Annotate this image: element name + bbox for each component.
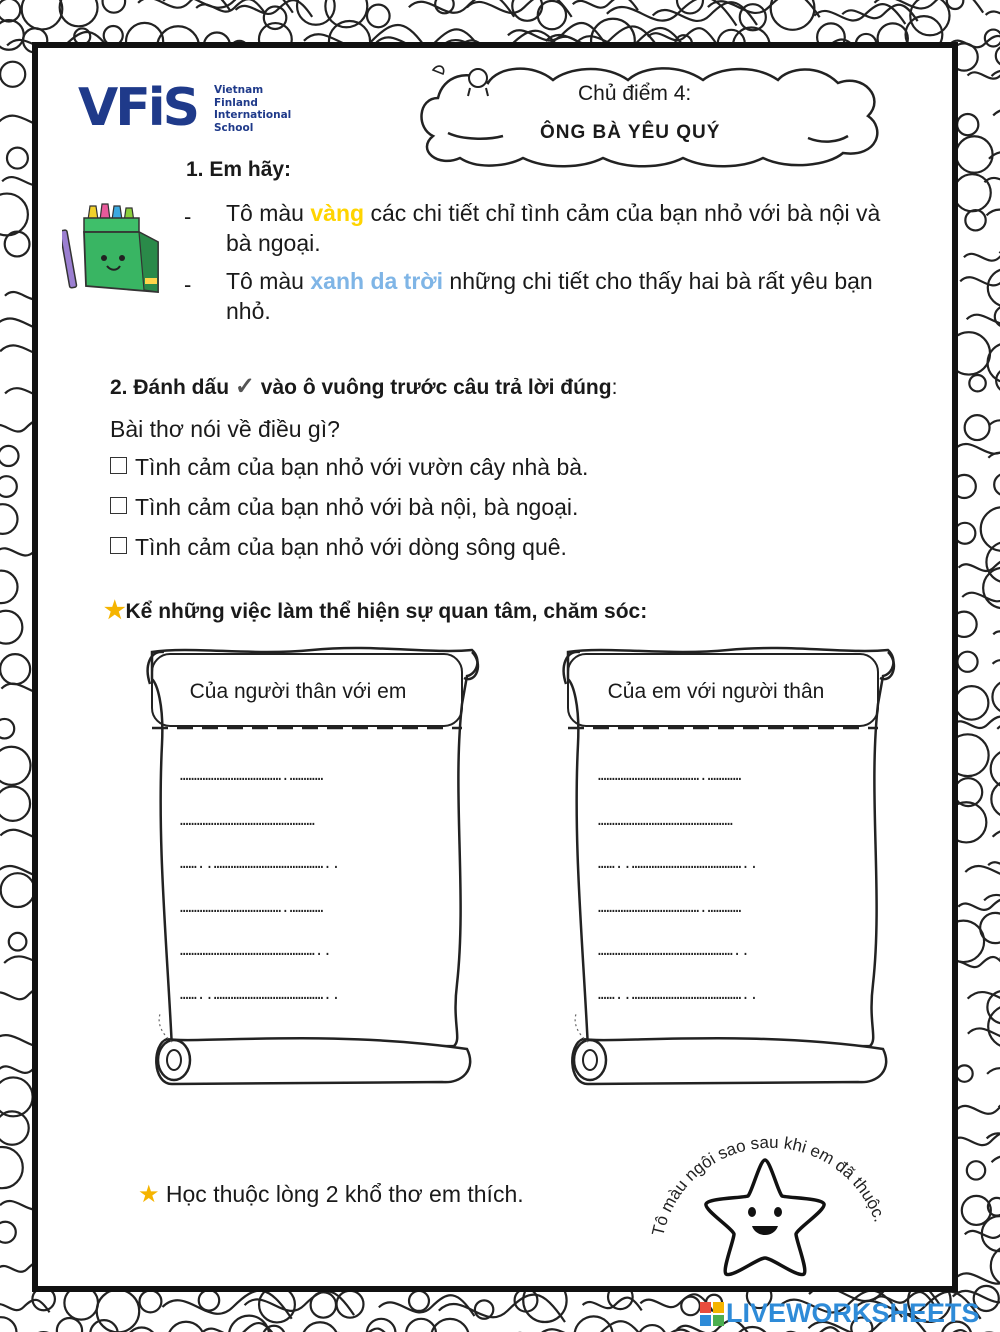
- doodle-circle: [311, 1292, 336, 1317]
- doodle-squiggle: [332, 1329, 392, 1332]
- memorize-instruction-text: Học thuộc lòng 2 khổ thơ em thích.: [165, 1181, 524, 1207]
- doodle-circle: [0, 476, 17, 497]
- doodle-circle: [0, 504, 18, 534]
- doodle-circle: [0, 1317, 16, 1332]
- doodle-squiggle: [992, 63, 1000, 86]
- doodle-circle: [965, 415, 990, 440]
- doodle-circle: [0, 719, 14, 738]
- doodle-circle: [1, 873, 35, 907]
- doodle-circle: [0, 194, 28, 236]
- answer-line-left-6[interactable]: ……..…………………………………..: [180, 987, 341, 1003]
- scroll-right-title: Của em với người thân: [607, 680, 825, 703]
- doodle-circle: [199, 1290, 219, 1310]
- doodle-circle: [0, 0, 20, 22]
- answer-option-2-label: Tình cảm của bạn nhỏ với bà nội, bà ngoại.: [135, 494, 579, 520]
- doodle-squiggle: [236, 0, 313, 17]
- doodle-circle: [969, 375, 985, 391]
- doodle-circle: [954, 174, 991, 211]
- topic-title: ÔNG BÀ YÊU QUÝ: [540, 122, 721, 143]
- answer-line-left-5[interactable]: …………………………………………..: [180, 943, 332, 959]
- instruction-yellow-before: Tô màu: [226, 200, 311, 226]
- instruction-blue-before: Tô màu: [226, 268, 311, 294]
- topic-label: Chủ điểm 4:: [578, 82, 692, 105]
- answer-option-3-label: Tình cảm của bạn nhỏ với dòng sông quê.: [135, 534, 567, 560]
- doodle-squiggle: [987, 201, 1000, 225]
- doodle-circle: [140, 1290, 162, 1312]
- instruction-sky-blue: [226, 266, 906, 326]
- doodle-circle: [5, 232, 30, 257]
- doodle-squiggle: [964, 249, 1000, 263]
- doodle-circle: [9, 933, 27, 951]
- doodle-circle: [0, 62, 25, 87]
- cloud-banner: [408, 58, 888, 170]
- check-mark-icon: ✓: [234, 373, 255, 400]
- gold-star-icon: ★: [104, 597, 126, 624]
- answer-option-3[interactable]: [110, 534, 567, 561]
- question-text: Bài thơ nói về điều gì?: [110, 416, 340, 442]
- instruction-yellow: [226, 198, 906, 258]
- doodle-circle: [0, 1077, 33, 1116]
- answer-line-left-3[interactable]: ……..…………………………………..: [180, 856, 341, 872]
- answer-line-right-6[interactable]: ……..…………………………………..: [598, 987, 759, 1003]
- doodle-circle: [956, 136, 992, 172]
- answer-line-right-1[interactable]: ……………………………….…………: [598, 768, 742, 784]
- doodle-circle: [771, 0, 815, 30]
- doodle-circle: [957, 652, 977, 672]
- doodle-squiggle: [842, 5, 917, 21]
- doodle-circle: [0, 20, 24, 50]
- doodle-circle: [97, 1290, 139, 1332]
- doodle-squiggle: [968, 983, 1000, 1010]
- doodle-circle: [995, 306, 1000, 327]
- section2-heading-before: 2. Đánh dấu: [110, 376, 235, 399]
- doodle-squiggle: [993, 101, 1000, 126]
- answer-option-1[interactable]: [110, 454, 588, 481]
- doodle-squiggle: [984, 172, 1000, 190]
- bullet-dash-1: -: [184, 204, 192, 229]
- doodle-squiggle: [962, 587, 1000, 605]
- doodle-circle: [988, 1005, 1000, 1047]
- doodle-circle: [0, 747, 31, 785]
- smiling-star-icon[interactable]: [700, 1150, 830, 1280]
- doodle-circle: [431, 1319, 469, 1332]
- logo-school-name: [214, 84, 291, 134]
- doodle-circle: [0, 654, 30, 684]
- doodle-circle: [986, 542, 1000, 583]
- logo-line-2: Finland: [214, 96, 258, 109]
- doodle-circle: [60, 0, 98, 26]
- doodle-circle: [7, 148, 28, 169]
- doodle-circle: [0, 1222, 16, 1243]
- memorize-instruction: [138, 1180, 524, 1209]
- logo-mark: VFiS: [78, 78, 198, 138]
- doodle-circle: [0, 1147, 23, 1188]
- doodle-squiggle: [958, 899, 1000, 912]
- liveworksheets-watermark: [700, 1296, 1000, 1330]
- doodle-circle: [0, 571, 18, 604]
- answer-line-left-4[interactable]: ……………………………….…………: [180, 900, 324, 916]
- doodle-squiggle: [992, 1147, 1000, 1173]
- doodle-circle: [955, 686, 989, 720]
- doodle-circle: [967, 1161, 985, 1179]
- doodle-circle: [22, 0, 63, 29]
- doodle-circle: [0, 446, 19, 466]
- doodle-circle: [994, 474, 1000, 496]
- section3-heading-text: Kể những việc làm thể hiện sự quan tâm, chăm sóc:: [125, 600, 648, 623]
- liveworksheets-text: LIVEWORKSHEETS: [726, 1298, 980, 1328]
- arc-caption-text: Tô màu ngôi sao sau khi em đã thuộc.: [648, 1132, 890, 1238]
- doodle-circle: [956, 1065, 972, 1081]
- doodle-squiggle: [988, 446, 1000, 467]
- section1-heading: 1. Em hãy:: [186, 158, 292, 181]
- doodle-squiggle: [539, 1321, 647, 1332]
- section2-heading-colon: :: [611, 376, 618, 399]
- doodle-squiggle: [993, 821, 1000, 849]
- scroll-left-title: Của người thân với em: [189, 680, 407, 703]
- color-word-sky-blue: xanh da trời: [310, 268, 444, 294]
- doodle-circle: [0, 786, 30, 820]
- answer-line-left-2[interactable]: …………………………………………: [180, 813, 315, 829]
- doodle-circle: [957, 114, 978, 135]
- logo-line-4: School: [214, 121, 254, 134]
- doodle-squiggle: [993, 655, 1000, 670]
- section2-heading: [110, 372, 617, 401]
- doodle-circle: [947, 0, 964, 9]
- doodle-circle: [302, 1322, 338, 1332]
- section2-heading-after: vào ô vuông trước câu trả lời đúng: [254, 376, 612, 399]
- doodle-circle: [980, 913, 1000, 943]
- checkbox-2[interactable]: [110, 497, 127, 514]
- logo-line-3: International: [214, 109, 292, 121]
- doodle-circle: [367, 5, 390, 28]
- doodle-squiggle: [986, 7, 1000, 21]
- doodle-circle: [681, 1297, 700, 1316]
- doodle-circle: [325, 0, 367, 27]
- doodle-circle: [538, 1, 566, 29]
- doodle-circle: [992, 680, 1000, 713]
- checkbox-1[interactable]: [110, 457, 127, 474]
- answer-line-right-2[interactable]: …………………………………………: [598, 813, 733, 829]
- doodle-squiggle: [987, 1060, 1000, 1084]
- doodle-squiggle: [439, 1295, 565, 1322]
- answer-line-right-4[interactable]: ……………………………….…………: [598, 900, 742, 916]
- doodle-circle: [965, 210, 985, 230]
- bullet-dash-2: -: [184, 272, 192, 297]
- doodle-squiggle: [989, 413, 1000, 433]
- doodle-circle: [409, 1291, 429, 1311]
- doodle-circle: [991, 780, 1000, 817]
- doodle-circle: [988, 269, 1000, 307]
- school-logo: [78, 80, 298, 140]
- answer-line-right-3[interactable]: ……..…………………………………..: [598, 856, 759, 872]
- section3-heading: [104, 596, 647, 625]
- answer-option-2[interactable]: [110, 494, 578, 521]
- doodle-circle: [168, 1322, 205, 1332]
- doodle-circle: [991, 750, 1000, 788]
- doodle-circle: [0, 611, 22, 644]
- instruction-yellow-after: các chi tiết chỉ tình cảm của bạn nhỏ với bà nội và bà ngoại.: [226, 200, 881, 256]
- answer-line-left-1[interactable]: ……………………………….…………: [180, 768, 324, 784]
- doodle-circle: [337, 1291, 364, 1318]
- doodle-circle: [638, 1325, 667, 1332]
- doodle-circle: [996, 46, 1000, 66]
- checkbox-3[interactable]: [110, 537, 127, 554]
- instruction-blue-after: những chi tiết cho thấy hai bà rất yêu bạn nhỏ.: [226, 268, 873, 324]
- crayon-box-icon: [62, 200, 162, 300]
- doodle-circle: [103, 0, 126, 13]
- doodle-squiggle: [607, 0, 737, 26]
- doodle-squiggle: [956, 1100, 1000, 1116]
- doodle-squiggle: [993, 627, 1000, 639]
- doodle-squiggle: [968, 1021, 1000, 1043]
- doodle-circle: [575, 1316, 613, 1332]
- answer-line-right-5[interactable]: …………………………………………..: [598, 943, 750, 959]
- color-word-yellow: vàng: [310, 200, 365, 226]
- logo-line-1: Vietnam: [214, 84, 264, 96]
- answer-option-1-label: Tình cảm của bạn nhỏ với vườn cây nhà bà.: [135, 454, 589, 480]
- gold-star-icon: ★: [138, 1181, 160, 1208]
- liveworksheets-logo-icon: [700, 1302, 724, 1326]
